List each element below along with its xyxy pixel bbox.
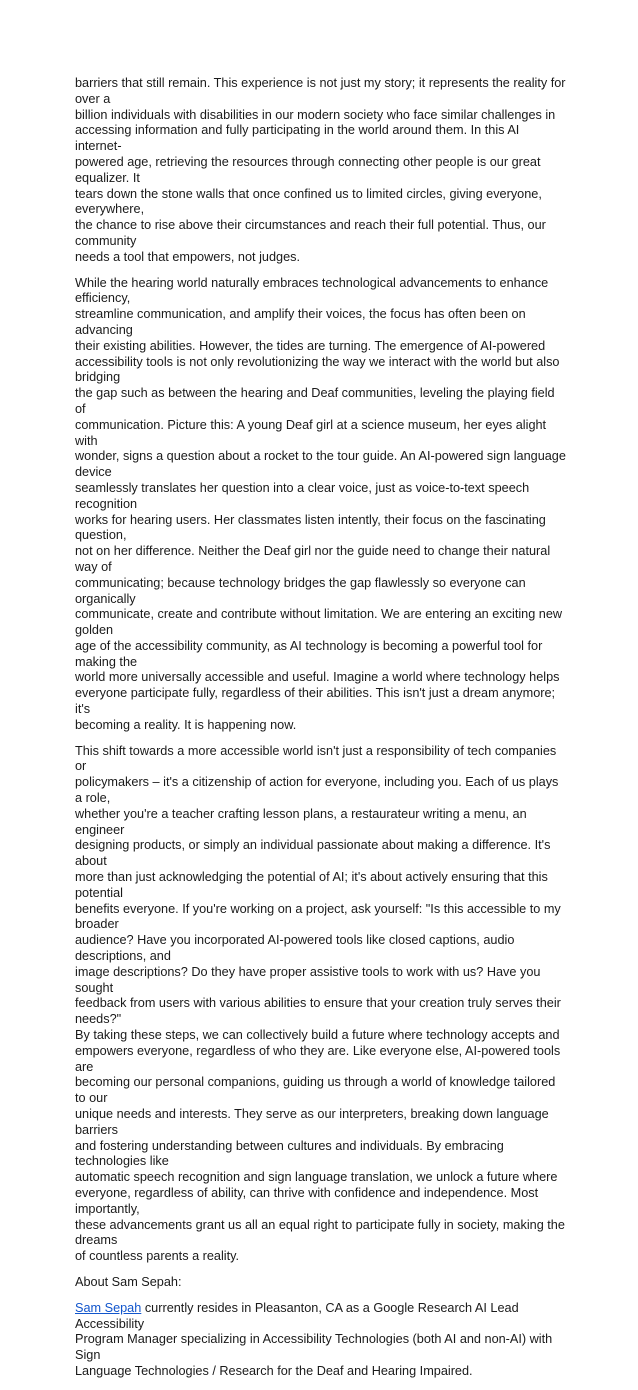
author-link[interactable]: Sam Sepah [75,1300,142,1315]
paragraph-2: While the hearing world naturally embraces technological advancements to enhance efficiency, streamline communication, and amplify their voices, the focus has often been on advancing their existing abilities. However, the tides are turning. The emergence of AI-powered accessibility tools is not only revolutionizing the way we interact with the world but also bridging the gap such as between the hearing and Deaf communities, leveling the playing field of communication. Picture this: A young Deaf girl at a science museum, her eyes alight with wonder, signs a question about a rocket to the tour guide. An AI-powered sign language device seamlessly translates her question into a clear voice, just as voice-to-text speech recognition works for hearing users. Her classmates listen intently, their focus on the fascinating question, not on her difference. Neither the Deaf girl nor the guide need to change their natural way of communicating; because technology bridges the gap flawlessly so everyone can organically communicate, create and contribute without limitation. We are entering an exciting new golden age of the accessibility community, as AI technology is becoming a powerful tool for making the world more universally accessible and useful. Imagine a world where technology helps everyone participate fully, regardless of their abilities. This isn't just a dream anymore; it's becoming a reality. It is happening now. [75,275,566,732]
paragraph-3: This shift towards a more accessible world isn't just a responsibility of tech companies or policymakers – it's a citizenship of action for everyone, including you. Each of us plays a role, whether you're a teacher crafting lesson plans, a restaurateur writing a menu, an engineer designing products, or simply an individual passionate about making a difference. It's about more than just acknowledging the potential of AI; it's about actively ensuring that this potential benefits everyone. If you're working on a project, ask yourself: "Is this accessible to my broader audience? Have you incorporated AI-powered tools like closed captions, audio descriptions, and image descriptions? Do they have proper assistive tools to work with us? Have you sought feedback from users with various abilities to ensure that your creation truly serves their needs?" By taking these steps, we can collectively build a future where technology accepts and empowers everyone, regardless of who they are. Like everyone else, AI-powered tools are becoming our personal companions, guiding us through a world of knowledge tailored to our unique needs and interests. They serve as our interpreters, breaking down language barriers and fostering understanding between cultures and individuals. By embracing technologies like automatic speech recognition and sign language translation, we unlock a future where everyone, regardless of ability, can thrive with confidence and independence. Most importantly, these advancements grant us all an equal right to participate fully in society, making the dreams of countless parents a reality. [75,743,565,1264]
about-heading: About Sam Sepah: [75,1274,182,1289]
author-bio-text: currently resides in Pleasanton, CA as a Google Research AI Lead Accessibility Program Manager specializing in Accessibility Technologies (both AI and non-AI) with Sign Language Technologies / Research for the Deaf and Hearing Impaired. [75,1300,553,1378]
document-body [75,76,567,1390]
author-bio [75,1301,567,1380]
paragraph-1: barriers that still remain. This experience is not just my story; it represents the reality for over a billion individuals with disabilities in our modern society who face similar challenges in accessing information and fully participating in the world around them. In this AI internet- powered age, retrieving the resources through connecting other people is our great equalizer. It tears down the stone walls that once confined us to limited circles, giving everyone, everywhere, the chance to rise above their circumstances and reach their full potential. Thus, our community needs a tool that empowers, not judges. [75,76,566,264]
